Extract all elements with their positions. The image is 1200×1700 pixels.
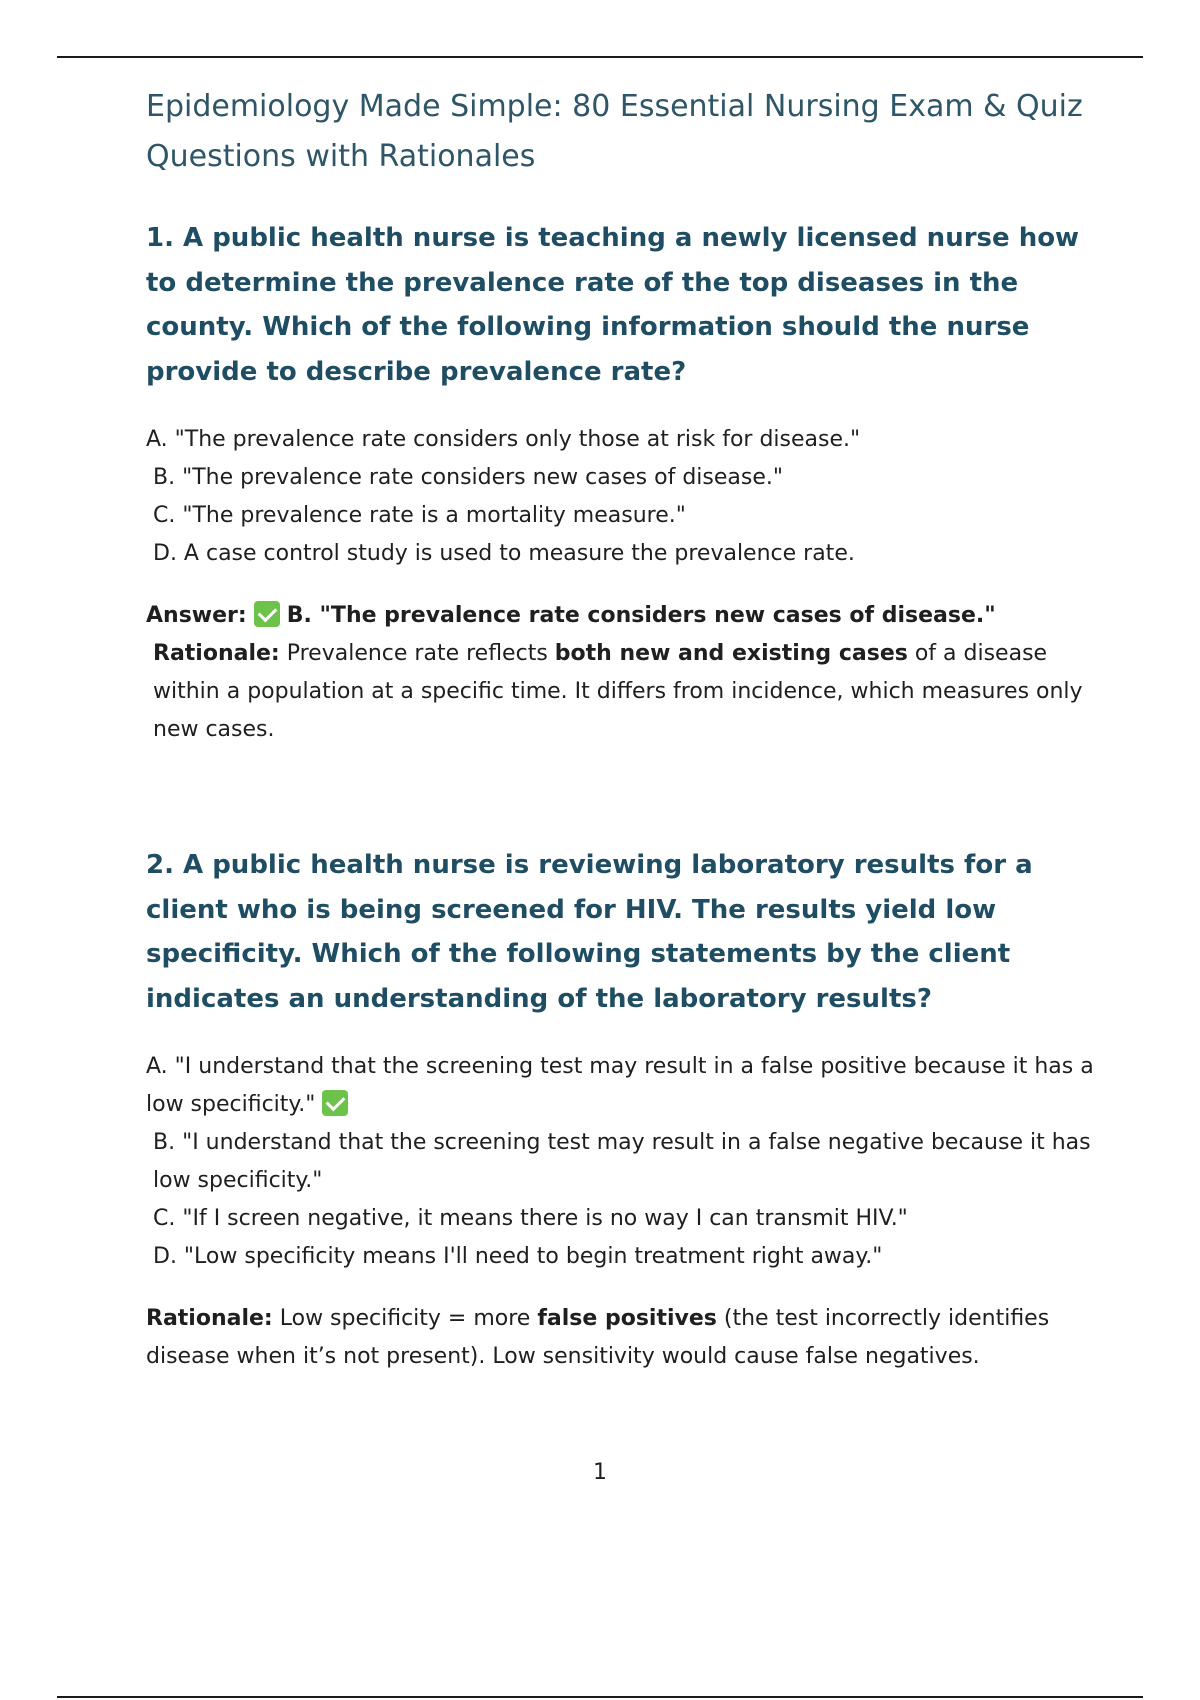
option-d: D. A case control study is used to measure the prevalence rate. xyxy=(153,541,855,566)
rationale-label: Rationale: xyxy=(146,1306,273,1331)
answer-label: Answer: xyxy=(146,603,247,628)
rationale-line xyxy=(146,1300,1096,1376)
answer-text: B. "The prevalence rate considers new cases of disease." xyxy=(286,603,996,628)
question-1-text: 1. A public health nurse is teaching a newly licensed nurse how to determine the prevalence rate of the top diseases in the county. Which of the following information should the nurse provide to describe prevalence rate? xyxy=(146,223,1080,387)
section-spacer xyxy=(146,749,1096,843)
rationale-pre: Prevalence rate reflects xyxy=(286,641,548,666)
option-a: A. "The prevalence rate considers only those at risk for disease." xyxy=(146,427,861,452)
rationale-line xyxy=(146,635,1096,749)
question-1-answer-block xyxy=(146,597,1096,749)
option-a xyxy=(146,1048,1096,1124)
rationale-post: (the test incorrectly identifies disease when it’s not present). Low sensitivity would cause false negatives. xyxy=(146,1306,1050,1369)
option-c: C. "The prevalence rate is a mortality measure." xyxy=(153,503,686,528)
question-2-options xyxy=(146,1048,1096,1276)
top-rule xyxy=(57,56,1143,58)
option-c: C. "If I screen negative, it means there is no way I can transmit HIV." xyxy=(153,1206,908,1231)
option-d: D. "Low specificity means I'll need to begin treatment right away." xyxy=(153,1244,883,1269)
rationale-bold: false positives xyxy=(537,1306,717,1331)
rationale-pre: Low specificity = more xyxy=(279,1306,531,1331)
document-title: Epidemiology Made Simple: 80 Essential Nursing Exam & Quiz Questions with Rationales xyxy=(146,89,1083,174)
option-a-text: A. "I understand that the screening test may result in a false positive because it has a low specificity." xyxy=(146,1054,1094,1117)
bottom-rule xyxy=(57,1696,1143,1698)
answer-line xyxy=(146,597,1096,635)
rationale-post: of a disease within a population at a specific time. It differs from incidence, which measures only new cases. xyxy=(153,641,1083,742)
rationale-bold: both new and existing cases xyxy=(554,641,908,666)
question-2-rationale-block xyxy=(146,1300,1096,1376)
check-icon xyxy=(254,601,280,627)
rationale-label: Rationale: xyxy=(153,641,280,666)
check-icon xyxy=(322,1090,348,1116)
option-b: B. "I understand that the screening test may result in a false negative because it has low specificity." xyxy=(153,1130,1091,1193)
page-number: 1 xyxy=(593,1460,607,1485)
document-page xyxy=(146,82,1096,1376)
question-2-text: 2. A public health nurse is reviewing laboratory results for a client who is being screened for HIV. The results yield low specificity. Which of the following statements by the client indicates an understanding of the laboratory results? xyxy=(146,850,1033,1014)
option-b: B. "The prevalence rate considers new cases of disease." xyxy=(153,465,783,490)
question-1-options xyxy=(146,421,1096,573)
